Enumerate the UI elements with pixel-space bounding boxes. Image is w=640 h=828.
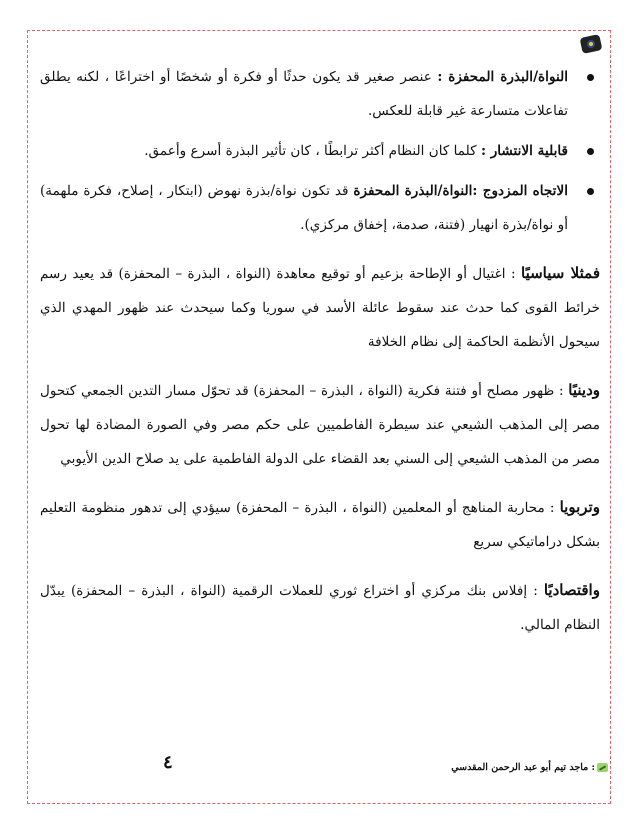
bullet-term: قابلية الانتشار :: [480, 143, 568, 159]
pen-icon: [597, 763, 608, 772]
bullet-term: الاتجاه المزدوج :النواة/البذرة المحفزة: [353, 183, 568, 199]
bullet-item: [40, 60, 600, 128]
paragraph-lead: ودينيًا: [568, 381, 600, 399]
paragraph-text: : إفلاس بنك مركزي أو اختراع ثوري للعملات الرقمية (النواة ، البذرة – المحفزة) يبدّل النظام المالي.: [40, 583, 600, 633]
bullet-text: كلما كان النظام أكثر ترابطًا ، كان تأثير البذرة أسرع وأعمق.: [144, 143, 477, 159]
paragraph-religious: [40, 373, 600, 476]
page-number: ٤: [163, 752, 173, 773]
paragraph-text: : ظهور مصلح أو فتنة فكرية (النواة ، البذرة – المحفزة) قد تحوّل مسار التدين الجمعي كتحول مصر إلى المذهب الشيعي عند سيطرة الفاطميين على حكم مصر وفي الصورة المضادة لها تحول مصر من المذهب الشيعي إلى السني بعد القضاء على الدولة الفاطمية على يد صلاح الدين الأيوبي: [40, 383, 600, 467]
paragraph-lead: وتربويا: [559, 498, 600, 516]
bullet-icon: [587, 188, 594, 195]
paragraph-economic: [40, 573, 600, 642]
author-credit: [451, 762, 608, 773]
paragraph-lead: واقتصاديًا: [543, 581, 600, 599]
paragraph-lead: فمثلا سياسيًا: [521, 264, 601, 282]
bullet-term: النواة/البذرة المحفزة :: [437, 69, 568, 85]
bullet-text: عنصر صغير قد يكون حدثًا أو فكرة أو شخصًا أو اختراعًا ، لكنه يطلق تفاعلات متسارعة غير قابلة للعكس.: [40, 69, 568, 119]
paragraph-text: : محاربة المناهج أو المعلمين (النواة ، البذرة – المحفزة) سيؤدي إلى تدهور منظومة التعليم بشكل دراماتيكي سريع: [40, 500, 600, 550]
definition-list: [40, 60, 600, 242]
bullet-item: [40, 134, 600, 168]
bullet-text: قد تكون نواة/بذرة نهوض (ابتكار ، إصلاح، فكرة ملهمة) أو نواة/بذرة انهيار (فتنة، صدمة، إخفاق مركزي).: [40, 183, 568, 233]
paragraph-educational: [40, 490, 600, 559]
author-name: : ماجد تيم أبو عبد الرحمن المقدسي: [451, 762, 595, 773]
bullet-icon: [587, 74, 594, 81]
bullet-item: [40, 174, 600, 242]
bullet-icon: [587, 148, 594, 155]
document-body: [40, 60, 600, 642]
paragraph-political: [40, 256, 600, 359]
paragraph-text: : اغتيال أو الإطاحة بزعيم أو توقيع معاهدة (النواة ، البذرة – المحفزة) قد يعيد رسم خرائط القوى كما حدث عند سقوط عائلة الأسد في سوريا وكما سيحدث عند ظهور المهدي الذي سيحول الأنظمة الحاكمة إلى نظام الخلافة: [40, 266, 600, 350]
